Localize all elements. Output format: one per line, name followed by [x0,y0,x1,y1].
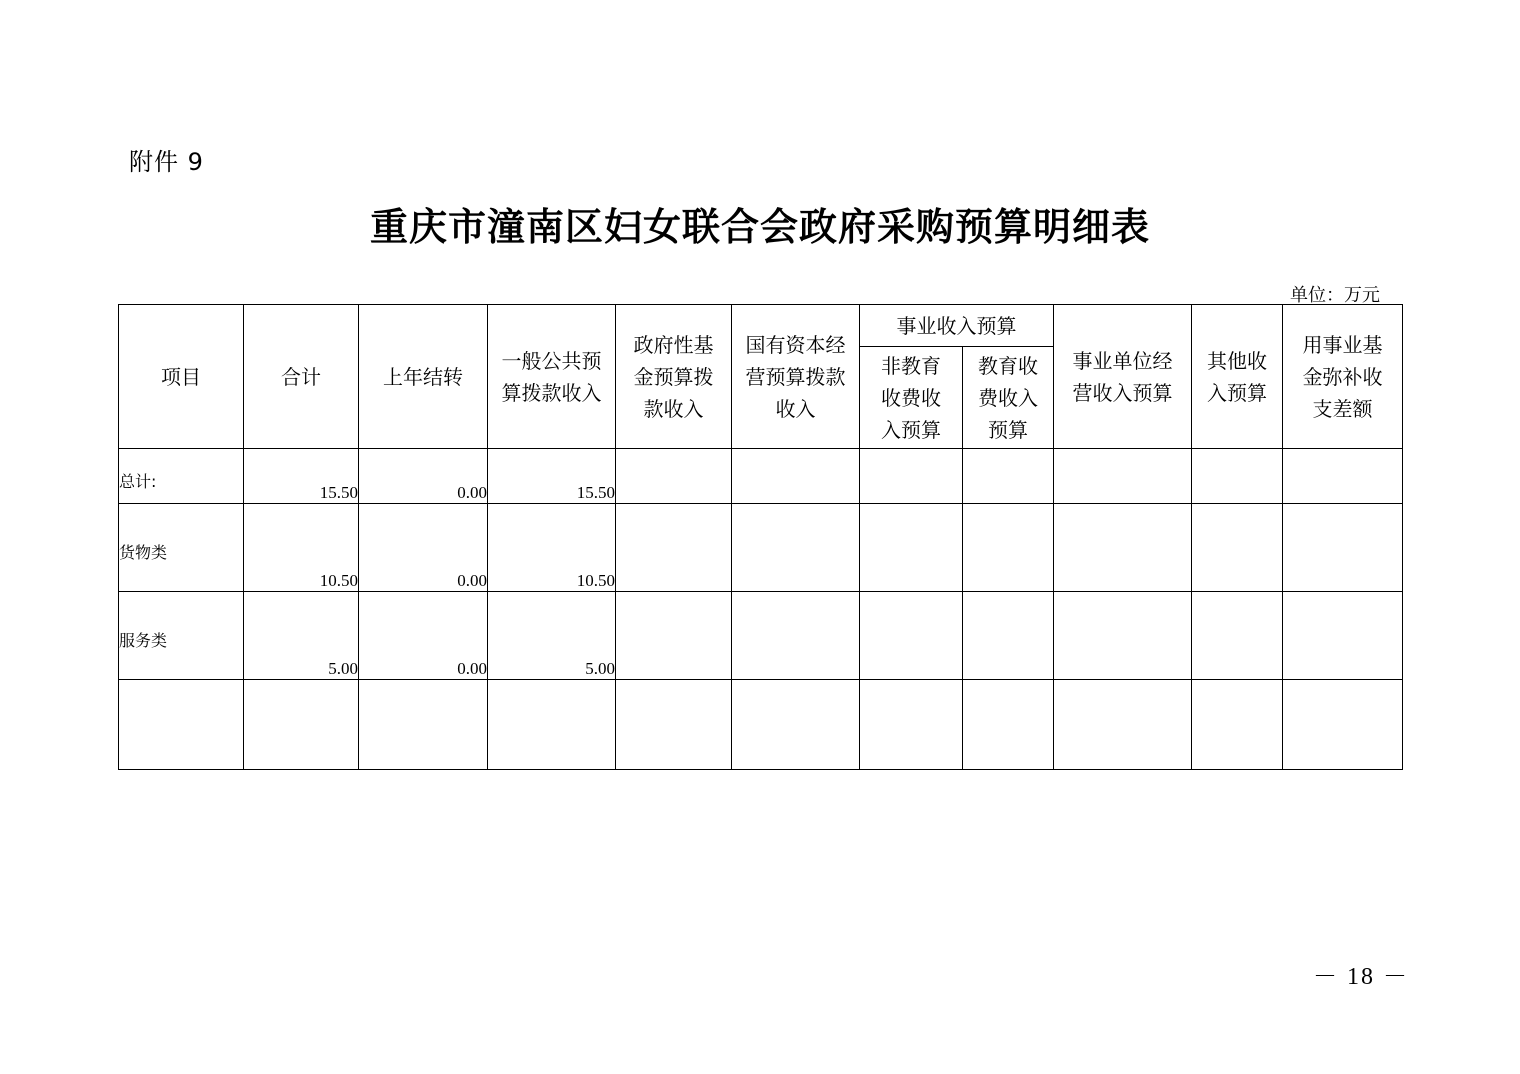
cell-empty [1054,680,1192,770]
cell-empty [1192,592,1283,680]
unit-label: 单位：万元 [1290,285,1380,306]
cell-empty [1192,504,1283,592]
cell-empty [732,680,860,770]
cell-general-public: 5.00 [488,592,616,680]
row-label: 总计: [119,449,244,504]
cell-total: 5.00 [244,592,359,680]
cell-empty [1054,592,1192,680]
cell-total [244,680,359,770]
page-number: － 18 － [1313,964,1409,990]
table-row [119,592,1403,680]
cell-total: 15.50 [244,449,359,504]
header-other-income: 其他收 入预算 [1192,305,1283,449]
header-state-capital-budget: 国有资本经 营预算拨款 收入 [732,305,860,449]
cell-empty [1283,680,1403,770]
cell-empty [1283,592,1403,680]
cell-empty [963,680,1054,770]
header-total: 合计 [244,305,359,449]
cell-empty [1054,504,1192,592]
cell-general-public: 10.50 [488,504,616,592]
header-non-edu-fee-income: 非教育 收费收 入预算 [860,347,963,449]
header-general-public-budget: 一般公共预 算拨款收入 [488,305,616,449]
attachment-label: 附件 9 [129,148,204,176]
cell-carryover: 0.00 [359,504,488,592]
cell-empty [1192,680,1283,770]
row-label: 货物类 [119,504,244,592]
table-row [119,504,1403,592]
row-label: 服务类 [119,592,244,680]
cell-empty [732,449,860,504]
header-item: 项目 [119,305,244,449]
header-edu-fee-income: 教育收 费收入 预算 [963,347,1054,449]
header-business-operating-income: 事业单位经 营收入预算 [1054,305,1192,449]
cell-general-public: 15.50 [488,449,616,504]
header-fund-offset: 用事业基 金弥补收 支差额 [1283,305,1403,449]
cell-carryover: 0.00 [359,449,488,504]
document-title: 重庆市潼南区妇女联合会政府采购预算明细表 [369,204,1150,249]
cell-carryover [359,680,488,770]
cell-empty [616,680,732,770]
table-row [119,449,1403,504]
cell-empty [1283,504,1403,592]
cell-empty [732,504,860,592]
cell-empty [616,504,732,592]
header-gov-fund-budget: 政府性基 金预算拨 款收入 [616,305,732,449]
cell-empty [860,449,963,504]
cell-general-public [488,680,616,770]
cell-empty [860,592,963,680]
cell-empty [616,592,732,680]
row-label [119,680,244,770]
cell-empty [860,680,963,770]
cell-empty [1192,449,1283,504]
table-row [119,680,1403,770]
header-carryover: 上年结转 [359,305,488,449]
cell-carryover: 0.00 [359,592,488,680]
cell-empty [732,592,860,680]
cell-empty [1283,449,1403,504]
procurement-budget-table [118,304,1403,770]
header-business-income-group: 事业收入预算 [860,305,1054,347]
cell-empty [1054,449,1192,504]
cell-empty [963,504,1054,592]
cell-empty [963,592,1054,680]
cell-total: 10.50 [244,504,359,592]
cell-empty [616,449,732,504]
cell-empty [963,449,1054,504]
cell-empty [860,504,963,592]
